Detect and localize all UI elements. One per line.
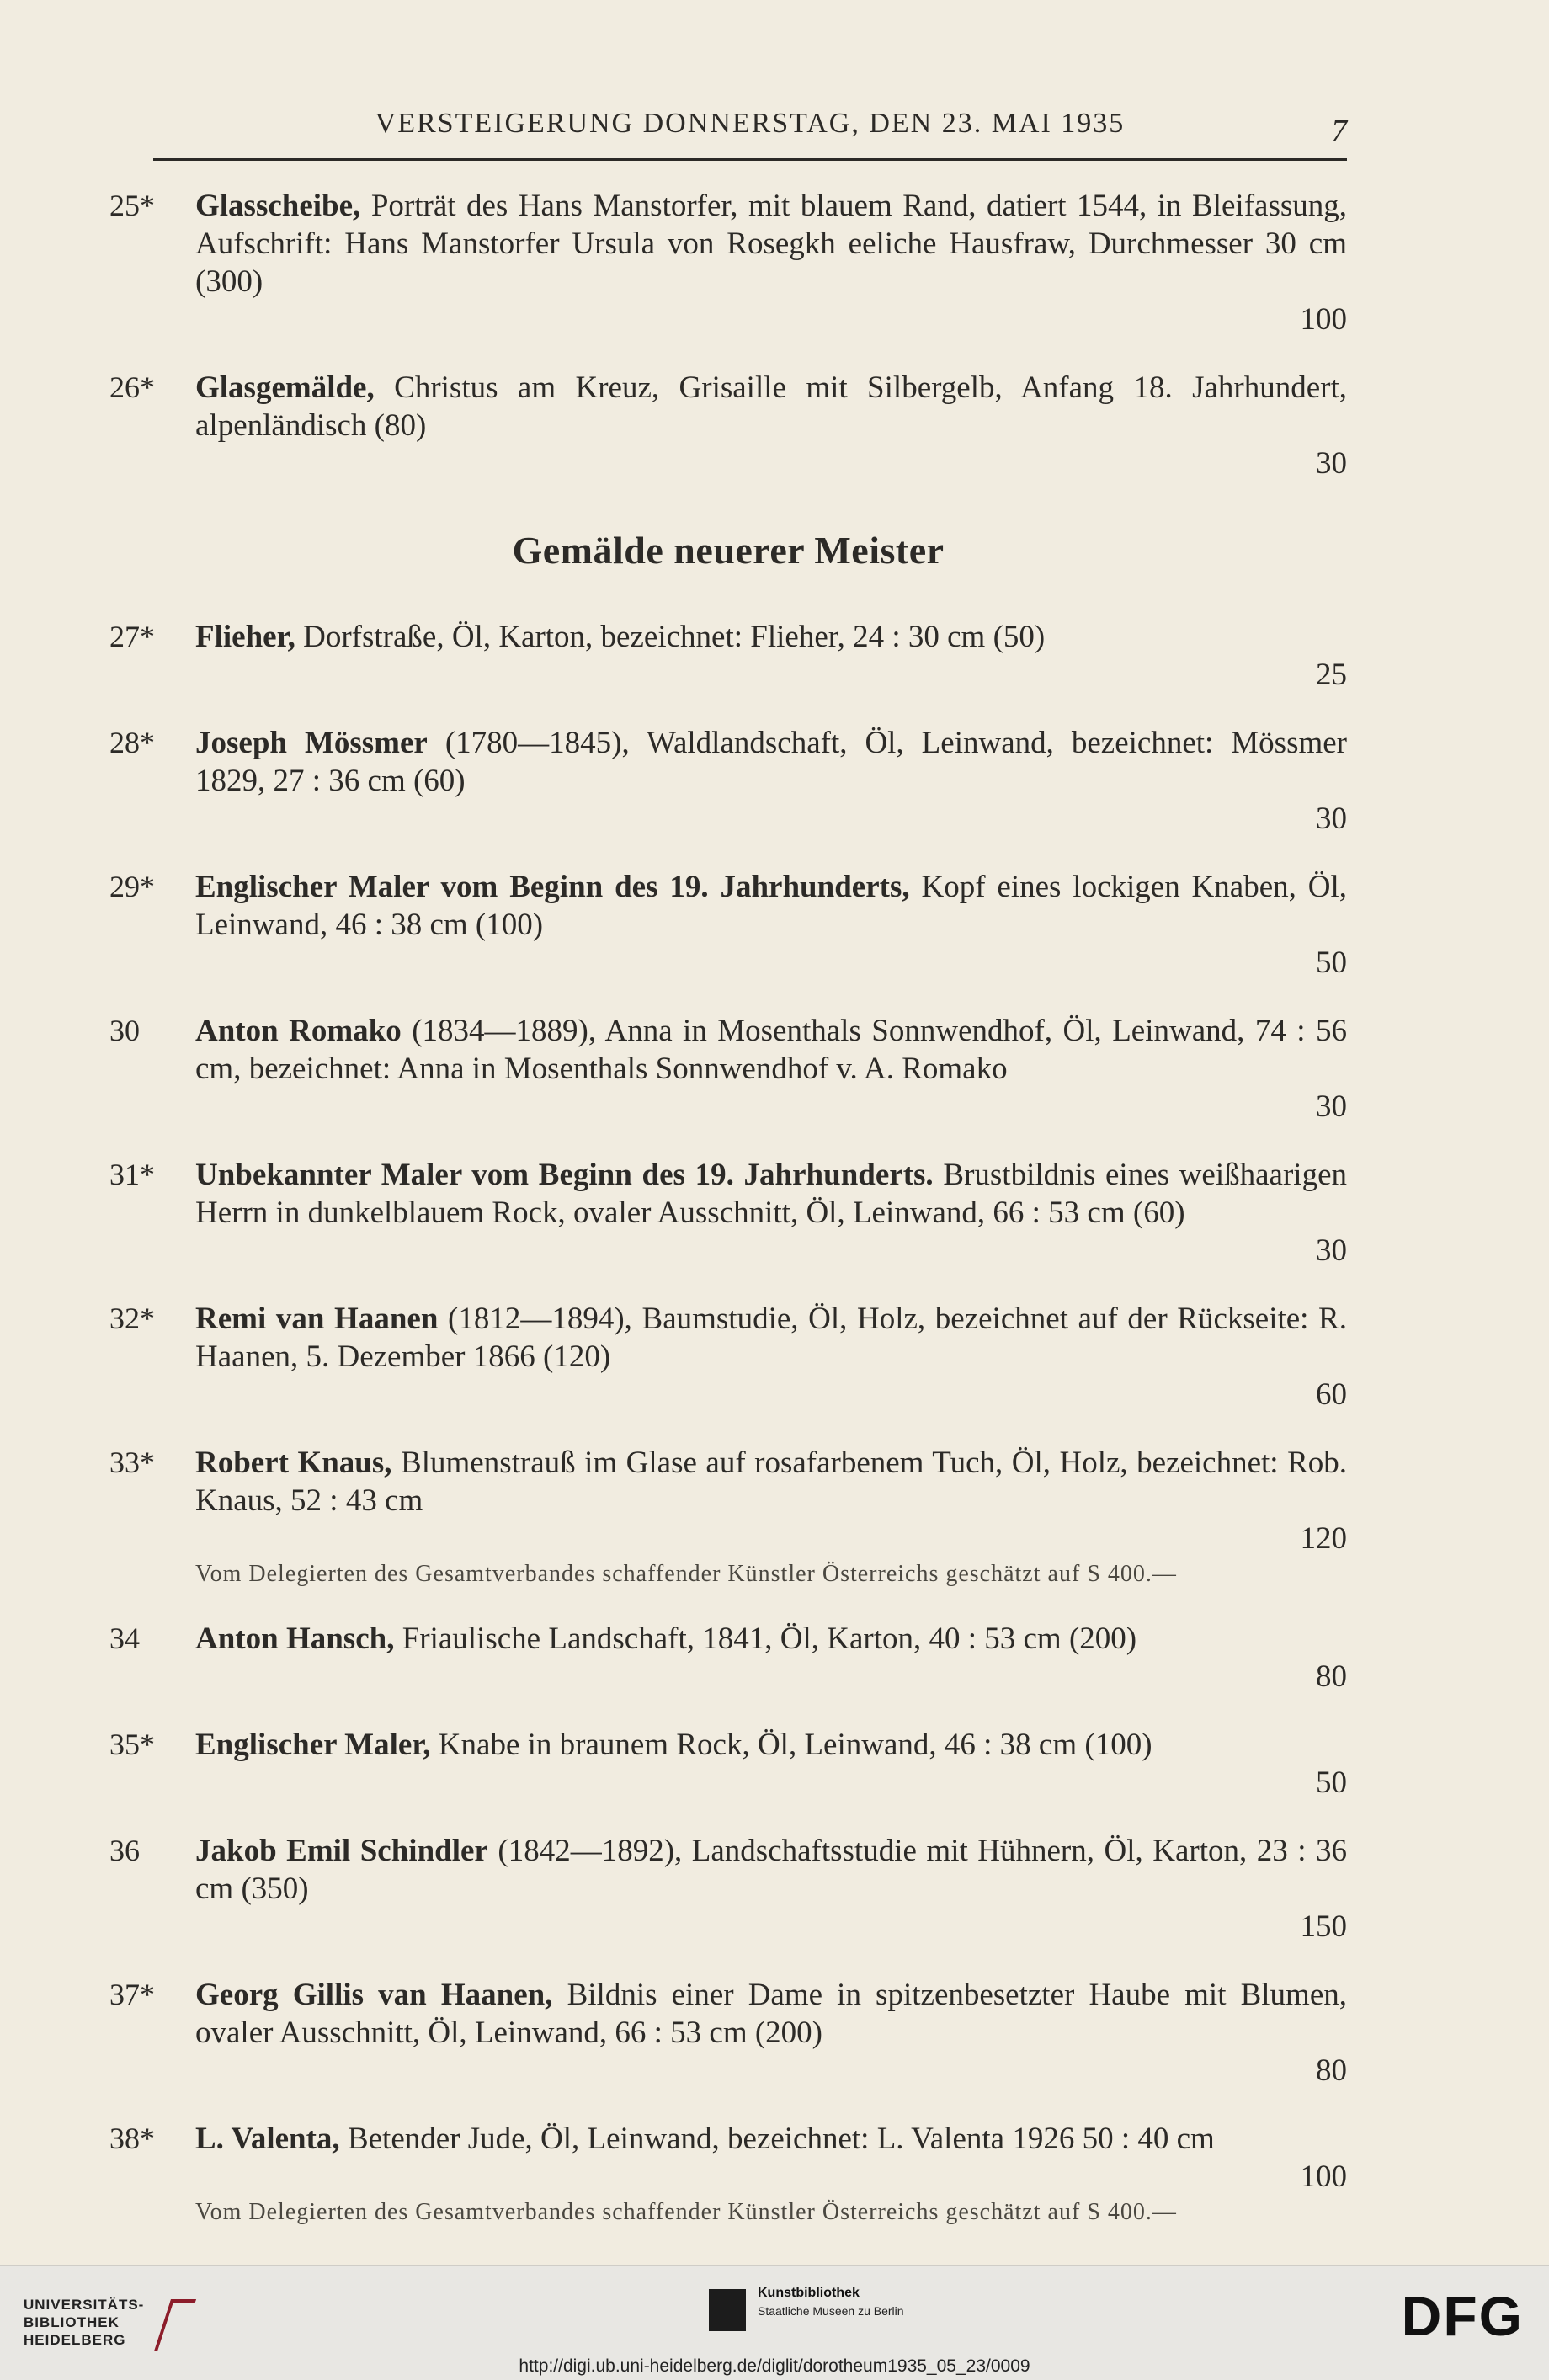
kb-name: Kunstbibliothek <box>758 2286 860 2300</box>
header-title: VERSTEIGERUNG DONNERSTAG, DEN 23. MAI 1935 <box>375 108 1126 139</box>
lot-price: 30 <box>1316 1089 1347 1124</box>
lot-title: Joseph Mössmer <box>195 726 428 760</box>
lot-description <box>195 2120 1347 2196</box>
lot-text: Bildnis einer Dame in spitzenbesetzter Haube mit Blumen, ovaler Ausschnitt, Öl, Leinwand, 66 : 53 cm (200) <box>195 1978 1348 2050</box>
ub-logo-text-2: BIBLIOTHEK <box>24 2314 120 2330</box>
dfg-logo[interactable]: DFG <box>1401 2285 1524 2347</box>
catalog-content <box>109 187 1347 2258</box>
lot-text: (1834—1889), Anna in Mosenthals Sonnwendhof, Öl, Leinwand, 74 : 56 cm, bezeichnet: Anna in Mosenthals Sonnwendhof v. A. Romako <box>195 1014 1347 1086</box>
lot-description <box>195 369 1347 482</box>
lot-text: (1812—1894), Baumstudie, Öl, Holz, bezeichnet auf der Rückseite: R. Haanen, 5. Dezember 1866 (120) <box>195 1302 1347 1374</box>
lot-title: Englischer Maler vom Beginn des 19. Jahrhunderts, <box>195 870 910 904</box>
lot-price: 30 <box>1316 1233 1347 1268</box>
lot-number: 32* <box>109 1302 155 1335</box>
lot-text: Christus am Kreuz, Grisaille mit Silbergelb, Anfang 18. Jahrhundert, alpenländisch (80) <box>195 370 1347 443</box>
lot-number: 30 <box>109 1014 140 1047</box>
lot-entry-25 <box>109 187 1347 338</box>
lot-entry <box>109 1444 1347 1589</box>
lot-description <box>195 868 1347 982</box>
lot-title: Robert Knaus, <box>195 1446 392 1480</box>
kunstbibliothek-icon <box>709 2289 746 2331</box>
lot-description <box>195 1726 1347 1802</box>
lot-price: 30 <box>1316 801 1347 836</box>
lot-price: 80 <box>1316 2053 1347 2088</box>
lot-title: Flieher, <box>195 620 295 654</box>
lot-entry <box>109 1832 1347 1946</box>
lot-title: Englischer Maler, <box>195 1728 431 1762</box>
lot-description <box>195 724 1347 838</box>
lot-description <box>195 1832 1347 1946</box>
lot-entry <box>109 1726 1347 1802</box>
lot-text: Betender Jude, Öl, Leinwand, bezeichnet: L. Valenta 1926 50 : 40 cm <box>347 2122 1215 2156</box>
lot-price: 50 <box>1316 1765 1347 1800</box>
lot-number: 36 <box>109 1834 140 1867</box>
ub-logo-text-3: HEIDELBERG <box>24 2332 126 2348</box>
lot-title: Unbekannter Maler vom Beginn des 19. Jahrhunderts. <box>195 1158 934 1192</box>
lot-text: (1780—1845), Waldlandschaft, Öl, Leinwand, bezeichnet: Mössmer 1829, 27 : 36 cm (60) <box>195 726 1347 798</box>
kb-subtitle: Staatliche Museen zu Berlin <box>758 2304 904 2318</box>
ub-mark-icon <box>154 2299 196 2351</box>
lot-title: Glasscheibe, <box>195 189 361 223</box>
lot-description <box>195 618 1347 694</box>
lot-entry <box>109 724 1347 838</box>
lot-number: 34 <box>109 1621 140 1655</box>
kunstbibliothek-text <box>758 2286 977 2318</box>
lot-number: 33* <box>109 1446 155 1479</box>
lot-number: 28* <box>109 726 155 759</box>
lot-title: Remi van Haanen <box>195 1302 439 1336</box>
lot-entry <box>109 618 1347 694</box>
lot-price: 150 <box>1300 1909 1347 1944</box>
lot-number: 26* <box>109 370 155 404</box>
lot-number: 37* <box>109 1978 155 2011</box>
permalink-url[interactable]: http://digi.ub.uni-heidelberg.de/diglit/dorotheum1935_05_23/0009 <box>519 2356 1030 2376</box>
lot-price: 30 <box>1316 446 1347 481</box>
lot-entry <box>109 1012 1347 1126</box>
lot-text: Friaulische Landschaft, 1841, Öl, Karton, 40 : 53 cm (200) <box>402 1621 1137 1656</box>
section-heading: Gemälde neuerer Meister <box>512 529 945 572</box>
lot-title: L. Valenta, <box>195 2122 340 2156</box>
lot-text: Dorfstraße, Öl, Karton, bezeichnet: Flieher, 24 : 30 cm (50) <box>303 620 1046 654</box>
lot-price: 60 <box>1316 1377 1347 1412</box>
digitization-footer <box>0 2265 1549 2380</box>
lot-description <box>195 1012 1347 1126</box>
lot-entry <box>109 1156 1347 1270</box>
lot-price: 50 <box>1316 945 1347 980</box>
lot-description <box>195 1444 1347 1557</box>
lot-entry <box>109 1620 1347 1696</box>
lot-description <box>195 1620 1347 1696</box>
lot-list <box>109 618 1347 2228</box>
lot-description <box>195 1300 1347 1414</box>
lot-description <box>195 187 1347 338</box>
lot-text: Kopf eines lockigen Knaben, Öl, Leinwand, 46 : 38 cm (100) <box>195 870 1347 942</box>
running-header <box>153 108 1347 161</box>
lot-valuation-note: Vom Delegierten des Gesamtverbandes schaffender Künstler Österreichs geschätzt auf S 400.— <box>195 2199 1177 2225</box>
lot-title: Georg Gillis van Haanen, <box>195 1978 553 2012</box>
ub-logo-text-1: UNIVERSITÄTS- <box>24 2297 145 2313</box>
lot-entry-26 <box>109 369 1347 482</box>
lot-text: Blumenstrauß im Glase auf rosafarbenem Tuch, Öl, Holz, bezeichnet: Rob. Knaus, 52 : 43 cm <box>195 1446 1348 1518</box>
lot-text: Brustbildnis eines weißhaarigen Herrn in dunkelblauem Rock, ovaler Ausschnitt, Öl, Leinwand, 66 : 53 cm (60) <box>195 1158 1348 1230</box>
page-number: 7 <box>1331 114 1347 149</box>
lot-title: Glasgemälde, <box>195 370 375 405</box>
lot-description <box>195 1976 1347 2090</box>
ub-heidelberg-logo[interactable] <box>24 2296 144 2349</box>
lot-price: 100 <box>1300 302 1347 337</box>
lot-number: 38* <box>109 2122 155 2155</box>
lot-title: Anton Hansch, <box>195 1621 395 1656</box>
lot-price: 25 <box>1316 658 1347 692</box>
lot-price: 120 <box>1300 1521 1347 1556</box>
lot-number: 31* <box>109 1158 155 1191</box>
lot-number: 29* <box>109 870 155 903</box>
lot-text: Knabe in braunem Rock, Öl, Leinwand, 46 : 38 cm (100) <box>438 1728 1152 1762</box>
lot-text: Porträt des Hans Manstorfer, mit blauem Rand, datiert 1544, in Bleifassung, Aufschrift: Hans Manstorfer Ursula von Rosegkh eeliche Hausfraw, Durchmesser 30 cm (300) <box>195 189 1348 299</box>
lot-title: Anton Romako <box>195 1014 402 1048</box>
lot-description <box>195 1156 1347 1270</box>
lot-number: 25* <box>109 189 155 222</box>
lot-entry <box>109 868 1347 982</box>
lot-entry <box>109 1976 1347 2090</box>
lot-price: 80 <box>1316 1659 1347 1694</box>
lot-entry <box>109 1300 1347 1414</box>
lot-entry <box>109 2120 1347 2228</box>
lot-number: 35* <box>109 1728 155 1761</box>
lot-number: 27* <box>109 620 155 653</box>
lot-valuation-note: Vom Delegierten des Gesamtverbandes schaffender Künstler Österreichs geschätzt auf S 400.— <box>195 1561 1177 1587</box>
lot-price: 100 <box>1300 2159 1347 2194</box>
lot-title: Jakob Emil Schindler <box>195 1834 488 1868</box>
lot-text: (1842—1892), Landschaftsstudie mit Hühnern, Öl, Karton, 23 : 36 cm (350) <box>195 1834 1348 1906</box>
